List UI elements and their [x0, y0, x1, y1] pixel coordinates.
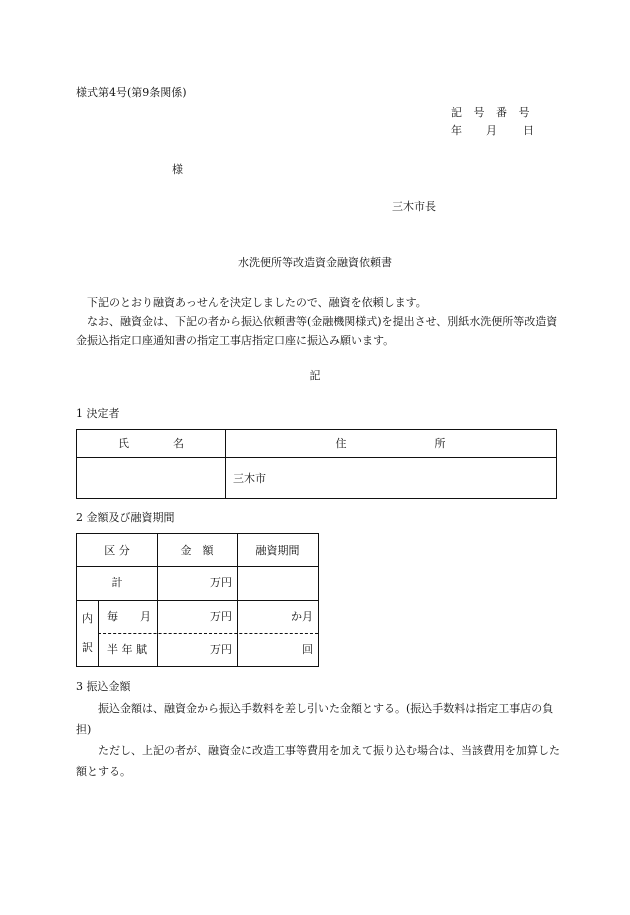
header-address: 住 所 — [335, 437, 446, 450]
request-body — [76, 293, 560, 350]
header-category: 区 分 — [104, 544, 130, 557]
section3-paragraph-1: 振込金額は、融資金から振込手数料を差し引いた金額とする。(振込手数料は指定工事店の負担) — [76, 702, 554, 736]
semiannual-amount-unit: 万円 — [210, 643, 232, 656]
body-paragraph-1: 下記のとおり融資あっせんを決定しましたので、融資を依頼します。 — [87, 296, 427, 309]
date-year: 年 — [451, 124, 462, 137]
semiannual-period-unit: 回 — [302, 643, 313, 656]
monthly-period-unit: か月 — [291, 610, 313, 623]
header-period: 融資期間 — [255, 544, 300, 557]
address-value: 三木市 — [233, 472, 266, 485]
header-name: 氏 名 — [118, 437, 184, 450]
breakdown-label-1: 内 — [82, 612, 93, 625]
date-month: 月 — [486, 124, 497, 137]
date-day: 日 — [523, 124, 534, 137]
total-amount-unit: 万円 — [210, 576, 232, 589]
section2-heading: 2 金額及び融資期間 — [76, 511, 175, 524]
monthly-amount-unit: 万円 — [210, 610, 232, 623]
section1-heading: 1 決定者 — [76, 407, 120, 420]
semiannual-label: 半 年 賦 — [107, 643, 147, 656]
addressee-suffix: 様 — [172, 163, 183, 176]
transfer-amount-body — [76, 698, 561, 782]
total-label: 計 — [111, 576, 123, 589]
issuer-name: 三木市長 — [392, 200, 436, 213]
monthly-label: 毎 月 — [107, 610, 151, 623]
breakdown-label-2: 訳 — [82, 641, 93, 654]
body-paragraph-2: なお、融資金は、下記の者から振込依頼書等(金融機関様式)を提出させ、別紙水洗便所等改造資金振込指定口座通知書の指定工事店指定口座に振込み願います。 — [76, 315, 558, 347]
document-number-label: 記 号 番 号 — [451, 106, 530, 119]
section3-paragraph-2: ただし、上記の者が、融資金に改造工事等費用を加えて振り込む場合は、当該費用を加算した額とする。 — [76, 744, 560, 778]
decided-person-table — [76, 429, 557, 499]
section3-heading: 3 振込金額 — [76, 680, 131, 693]
amount-period-table — [76, 533, 319, 667]
header-amount: 金 額 — [180, 544, 214, 557]
document-title: 水洗便所等改造資金融資依頼書 — [238, 256, 392, 269]
ki-heading: 記 — [309, 369, 321, 382]
date-line — [451, 124, 533, 138]
form-number: 様式第4号(第9条関係) — [76, 86, 187, 99]
